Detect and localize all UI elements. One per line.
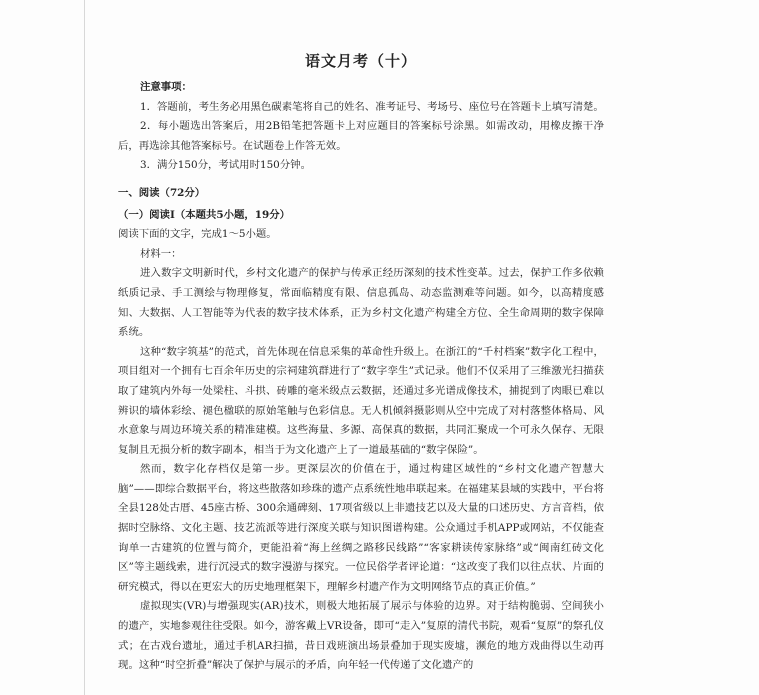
- page-title: 语文月考（十）: [304, 52, 417, 70]
- notice-item-3: 3．满分150分，考试用时150分钟。: [140, 159, 311, 172]
- paragraph-4: 虚拟现实(VR)与增强现实(AR)技术，则极大地拓展了展示与体验的边界。对于结构脆弱、空间狭小的遗产，实地参观往往受限。如今，游客戴上VR设备，即可“走入”复原的清代书院，观看“复原”的祭孔仪式；在古戏台遗址，通过手机AR扫描，昔日戏班演出场景叠加于现实废墟，濒危的地方戏曲得以生动再现。这种“时空折叠”解决了保护与展示的矛盾，向年轻一代传递了文化遗产的: [118, 600, 604, 672]
- notice-heading: 注意事项：: [140, 81, 192, 93]
- page-content: [118, 48, 604, 676]
- page-edge-line: [84, 0, 85, 695]
- subsection-heading: （一）阅读Ⅰ（本题共5小题，19分）: [118, 208, 291, 221]
- reading-instruction: 阅读下面的文字，完成1～5小题。: [118, 228, 277, 241]
- notice-item-1: 1．答题前，考生务必用黑色碳素笔将自己的姓名、准考证号、考场号、座位号在答题卡上填写清楚。: [140, 100, 604, 113]
- section-heading: 一、阅读（72分）: [118, 186, 206, 199]
- paragraph-1: 进入数字文明新时代，乡村文化遗产的保护与传承正经历深刻的技术性变革。过去，保护工作多依赖纸质记录、手工测绘与物理修复，常面临精度有限、信息孤岛、动态监测难等问题。如今，以高精度感知、大数据、人工智能等为代表的数字技术体系，正为乡村文化遗产构建全方位、全生命周期的数字保障系统。: [118, 267, 604, 339]
- notice-item-2: 2．每小题选出答案后，用2B铅笔把答题卡上对应题目的答案标号涂黑。如需改动，用橡皮擦干净后，再选涂其他答案标号。在试题卷上作答无效。: [118, 120, 604, 152]
- paragraph-3: 然而，数字化存档仅是第一步。更深层次的价值在于，通过构建区域性的“乡村文化遗产智慧大脑”——即综合数据平台，将这些散落如珍珠的遗产点系统性地串联起来。在福建某县域的实践中，平台将全县128处古厝、45座古桥、300余通碑刻、17项省级以上非遗技艺以及大量的口述历史、方言音档，依据时空脉络、文化主题、技艺流派等进行深度关联与知识图谱构建。公众通过手机APP或网站，不仅能查询单一古建筑的位置与简介，更能沿着“海上丝绸之路移民线路”“客家耕读传家脉络”或“闽南红砖文化区”等主题线索，进行沉浸式的数字漫游与探究。一位民俗学者评论道：“这改变了我们以往点状、片面的研究模式，得以在更宏大的历史地理框架下，理解乡村遗产作为文明网络节点的真正价值。”: [118, 463, 604, 593]
- paragraph-2: 这种“数字筑基”的范式，首先体现在信息采集的革命性升级上。在浙江的“千村档案”数字化工程中，项目组对一个拥有七百余年历史的宗祠建筑群进行了“数字孪生”式记录。他们不仅采用了三维激光扫描获取了建筑内外每一处梁柱、斗拱、砖雕的毫米级点云数据，还通过多光谱成像技术，捕捉到了肉眼已难以辨识的墙体彩绘、褪色楹联的原始笔触与色彩信息。无人机倾斜摄影则从空中完成了对村落整体格局、风水意象与周边环境关系的精准建模。这些海量、多源、高保真的数据，共同汇聚成一个可永久保存、无限复制且无损分析的数字副本，相当于为文化遗产上了一道最基础的“数字保险”。: [118, 345, 604, 456]
- material-label: 材料一：: [140, 247, 182, 260]
